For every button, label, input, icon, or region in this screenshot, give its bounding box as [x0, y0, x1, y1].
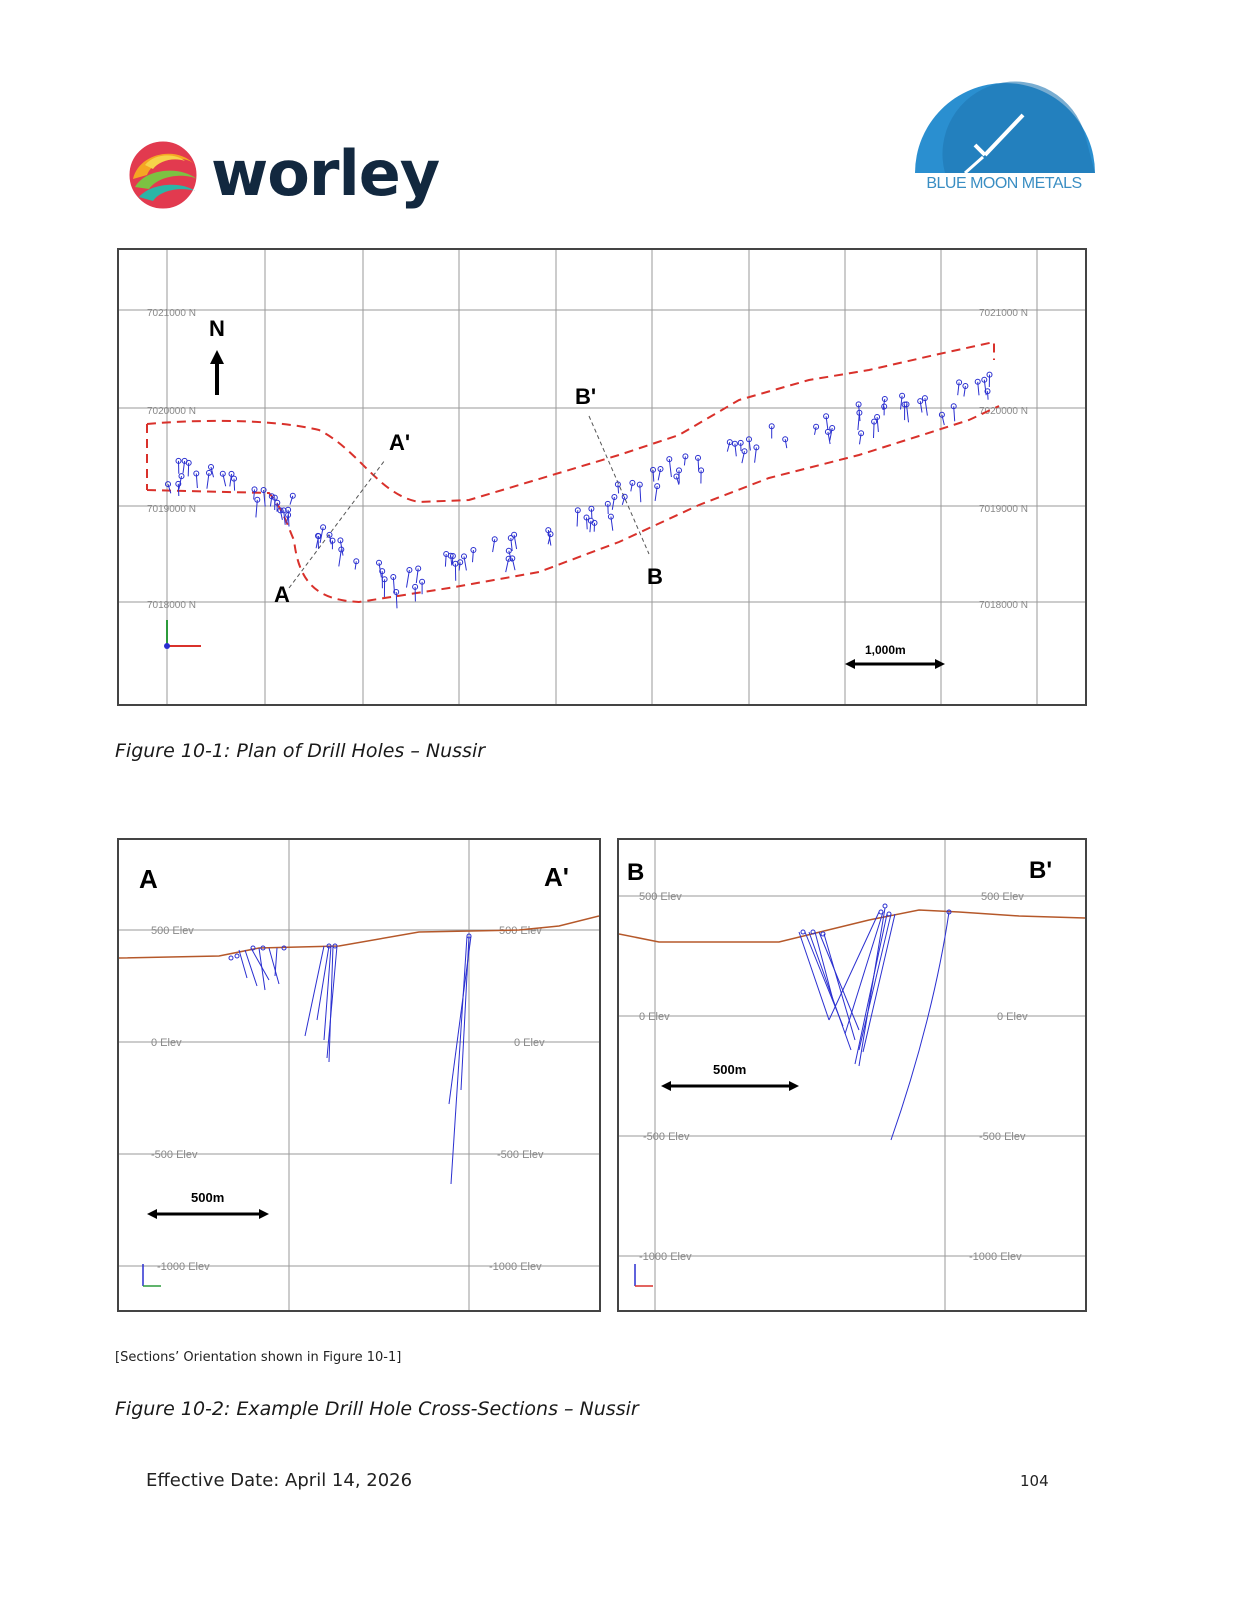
sections-orientation-note: [Sections’ Orientation shown in Figure 10-1] — [115, 1350, 402, 1365]
figure-10-1-plan-map — [117, 248, 1087, 706]
drill-trace — [785, 439, 787, 448]
drill-trace — [698, 458, 699, 470]
northing-label: 7018000 N — [147, 600, 196, 611]
topography-line — [119, 916, 599, 958]
scale-label: 1,000m — [865, 643, 906, 657]
elev-label: -1000 Elev — [969, 1251, 1022, 1263]
section-label-b: B — [647, 564, 663, 589]
scale-label: 500m — [713, 1062, 747, 1077]
drill-trace — [590, 521, 591, 532]
blue-moon-metals-logo — [905, 75, 1105, 205]
elev-label: -500 Elev — [151, 1149, 198, 1161]
figure-10-2-caption: Figure 10-2: Example Drill Hole Cross-Sections – Nussir — [115, 1398, 639, 1420]
section-label-a: A — [274, 582, 290, 607]
northing-label: 7018000 N — [979, 600, 1028, 611]
drill-trace — [618, 484, 619, 493]
plan-grid — [119, 250, 1085, 704]
northing-label: 7021000 N — [147, 308, 196, 319]
northing-label: 7021000 N — [979, 308, 1028, 319]
figure-10-1-caption: Figure 10-1: Plan of Drill Holes – Nussir — [115, 740, 486, 762]
elev-label: -500 Elev — [643, 1131, 690, 1143]
elev-label: 0 Elev — [151, 1037, 182, 1049]
elev-label: -1000 Elev — [157, 1261, 210, 1273]
drill-trace — [473, 550, 474, 562]
drill-trace — [355, 561, 356, 569]
licence-boundary-north — [147, 342, 994, 502]
elev-label: 0 Elev — [514, 1037, 545, 1049]
section-label-b-prime: B' — [1029, 857, 1053, 884]
drill-trace — [577, 510, 578, 526]
section-label-a-prime: A' — [544, 862, 569, 892]
axis-triad-icon — [635, 1264, 653, 1286]
axis-triad-icon — [164, 620, 201, 649]
elev-label: 500 Elev — [639, 891, 682, 903]
section-label-a: A — [139, 864, 158, 894]
topography-line — [619, 910, 1085, 942]
elev-label: -500 Elev — [979, 1131, 1026, 1143]
drill-trace — [684, 456, 685, 465]
section-b-grid — [619, 840, 1085, 1310]
drill-trace — [587, 518, 588, 530]
section-line-a — [289, 460, 385, 588]
drill-collar — [290, 493, 295, 498]
elev-label: -500 Elev — [497, 1149, 544, 1161]
drill-trace — [270, 496, 271, 506]
section-b-drill-holes — [799, 904, 951, 1140]
drill-trace — [178, 484, 179, 496]
worley-wordmark: worley — [211, 137, 440, 210]
cross-section-a-panel — [117, 838, 601, 1312]
drill-trace — [874, 422, 875, 438]
section-label-b: B — [627, 859, 645, 886]
drill-trace — [254, 489, 255, 499]
northing-label: 7019000 N — [147, 504, 196, 515]
north-label: N — [209, 316, 225, 341]
scale-bar — [661, 1081, 799, 1091]
northing-label: 7019000 N — [979, 504, 1028, 515]
northing-label: 7020000 N — [147, 406, 196, 417]
worley-swirl-icon — [125, 135, 205, 215]
drill-trace — [407, 570, 410, 588]
section-label-a-prime: A' — [389, 430, 411, 455]
elev-label: -1000 Elev — [489, 1261, 542, 1273]
scale-bar — [845, 659, 945, 669]
northing-label: 7020000 N — [979, 406, 1028, 417]
drill-trace — [653, 470, 654, 482]
drill-trace — [287, 515, 288, 523]
elev-label: 0 Elev — [639, 1011, 670, 1023]
elev-label: 0 Elev — [997, 1011, 1028, 1023]
elev-label: 500 Elev — [981, 891, 1024, 903]
drill-trace — [988, 391, 989, 400]
section-a-grid — [119, 840, 599, 1310]
drill-trace — [591, 509, 592, 518]
section-a-drill-holes — [229, 934, 471, 1184]
scale-label: 500m — [191, 1190, 225, 1205]
scale-bar — [147, 1209, 269, 1219]
elev-label: 500 Elev — [151, 925, 194, 937]
section-label-b-prime: B' — [575, 384, 597, 409]
elev-label: -1000 Elev — [639, 1251, 692, 1263]
elev-label: 500 Elev — [499, 925, 542, 937]
worley-logo — [125, 135, 445, 215]
blue-moon-metals-wordmark: BLUE MOON METALS — [926, 175, 1082, 192]
drill-trace — [234, 479, 235, 491]
drill-trace — [452, 556, 453, 564]
effective-date: Effective Date: April 14, 2026 — [146, 1470, 413, 1491]
cross-section-b-panel — [617, 838, 1087, 1312]
drill-trace — [631, 483, 633, 492]
moon-clock-icon — [905, 75, 1105, 175]
drill-trace — [188, 463, 189, 477]
drill-collar — [622, 494, 627, 499]
north-arrow-icon — [210, 350, 224, 395]
drill-trace — [815, 427, 817, 435]
page-number: 104 — [1020, 1472, 1049, 1490]
